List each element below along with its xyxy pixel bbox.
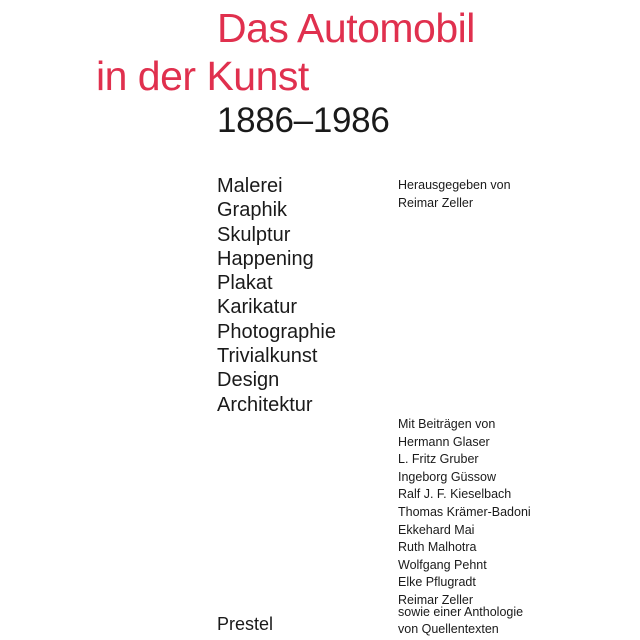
discipline-item: Photographie [217,320,336,343]
discipline-item: Graphik [217,199,288,222]
editor-label: Herausgegeben von [398,178,511,192]
discipline-item: Architektur [217,393,313,416]
anthology-line-2: von Quellentexten [398,622,499,636]
publisher-name: Prestel [217,614,274,634]
contributor-name: Ekkehard Mai [398,522,475,537]
contributor-name: Hermann Glaser [398,434,490,449]
anthology-note [398,604,523,638]
contributor-name: Wolfgang Pehnt [398,557,487,572]
contributor-name: Elke Pflugradt [398,575,476,590]
editor-block [398,177,511,212]
contributors-list [398,434,531,610]
contributor-name: Reimar Zeller [398,592,474,607]
title-line-2: in der Kunst [96,53,309,99]
title-line-1: Das Automobil [217,5,475,51]
year-range: 1886–1986 [217,101,390,140]
discipline-list [217,174,336,417]
editor-name: Reimar Zeller [398,195,474,210]
contributor-name: Ralf J. F. Kieselbach [398,487,512,502]
discipline-item: Trivialkunst [217,345,318,368]
anthology-line-1: sowie einer Anthologie [398,605,524,619]
discipline-item: Skulptur [217,223,291,246]
discipline-item: Plakat [217,272,273,295]
contributor-name: Ruth Malhotra [398,540,477,555]
discipline-item: Malerei [217,175,283,197]
contributors-label: Mit Beiträgen von [398,417,496,431]
contributor-name: Ingeborg Güssow [398,469,496,484]
discipline-item: Design [217,369,280,392]
discipline-item: Happening [217,247,314,270]
contributors-block [398,416,531,610]
contributor-name: Thomas Krämer-Badoni [398,504,531,519]
contributor-name: L. Fritz Gruber [398,452,479,467]
discipline-item: Karikatur [217,296,298,319]
